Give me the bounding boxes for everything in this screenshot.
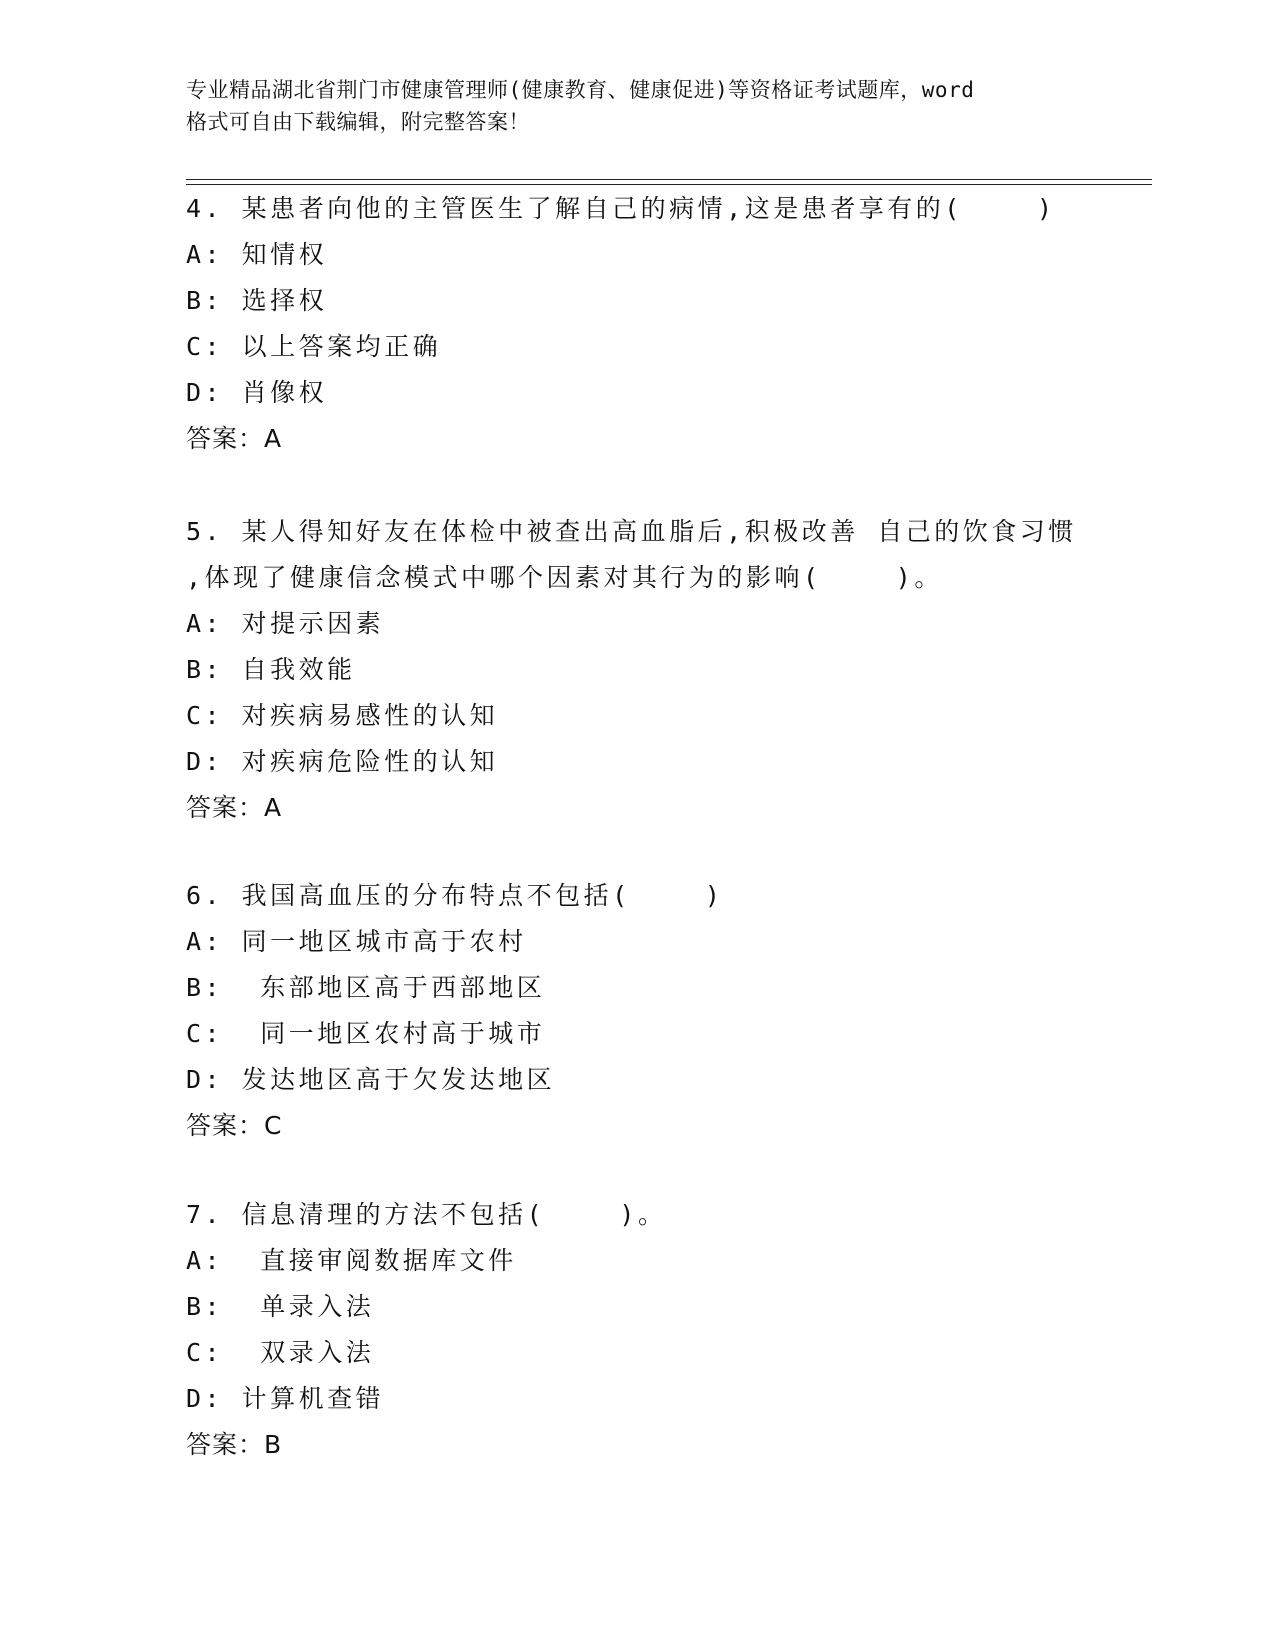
option-b: B: 单录入法 bbox=[186, 1292, 375, 1321]
option-d: D: 对疾病危险性的认知 bbox=[186, 747, 499, 776]
option-a: A: 同一地区城市高于农村 bbox=[186, 927, 527, 956]
option-d: D: 肖像权 bbox=[186, 378, 328, 407]
answer-line: 答案：B bbox=[186, 1430, 283, 1459]
question-7 bbox=[186, 1192, 1086, 1468]
question-stem: 5. 某人得知好友在体检中被查出高血脂后,积极改善 自己的饮食习惯 bbox=[186, 517, 1077, 546]
option-c: C: 对疾病易感性的认知 bbox=[186, 701, 499, 730]
header-divider-top bbox=[186, 179, 1152, 180]
header-divider-bottom bbox=[186, 184, 1152, 185]
question-stem: 6. 我国高血压的分布特点不包括( ) bbox=[186, 881, 724, 910]
question-stem: 7. 信息清理的方法不包括( )。 bbox=[186, 1200, 667, 1229]
question-stem: 4. 某患者向他的主管医生了解自己的病情,这是患者享有的( ) bbox=[186, 194, 1056, 223]
answer-line: 答案：A bbox=[186, 424, 283, 453]
option-d: D: 计算机查错 bbox=[186, 1384, 385, 1413]
option-c: C: 以上答案均正确 bbox=[186, 332, 442, 361]
answer-line: 答案：C bbox=[186, 1111, 283, 1140]
answer-line: 答案：A bbox=[186, 793, 283, 822]
document-header bbox=[186, 74, 1086, 138]
option-d: D: 发达地区高于欠发达地区 bbox=[186, 1065, 556, 1094]
option-a: A: 知情权 bbox=[186, 240, 328, 269]
question-5 bbox=[186, 509, 1086, 831]
option-c: C: 双录入法 bbox=[186, 1338, 375, 1367]
option-b: B: 东部地区高于西部地区 bbox=[186, 973, 546, 1002]
header-line-2: 格式可自由下载编辑，附完整答案！ bbox=[186, 110, 530, 134]
header-line-1: 专业精品湖北省荆门市健康管理师(健康教育、健康促进)等资格证考试题库，word bbox=[186, 78, 975, 102]
option-b: B: 选择权 bbox=[186, 286, 328, 315]
option-a: A: 对提示因素 bbox=[186, 609, 385, 638]
option-c: C: 同一地区农村高于城市 bbox=[186, 1019, 546, 1048]
option-a: A: 直接审阅数据库文件 bbox=[186, 1246, 517, 1275]
question-6 bbox=[186, 873, 1086, 1149]
option-b: B: 自我效能 bbox=[186, 655, 356, 684]
question-stem-continued: ,体现了健康信念模式中哪个因素对其行为的影响( )。 bbox=[186, 563, 943, 592]
question-4 bbox=[186, 186, 1086, 462]
